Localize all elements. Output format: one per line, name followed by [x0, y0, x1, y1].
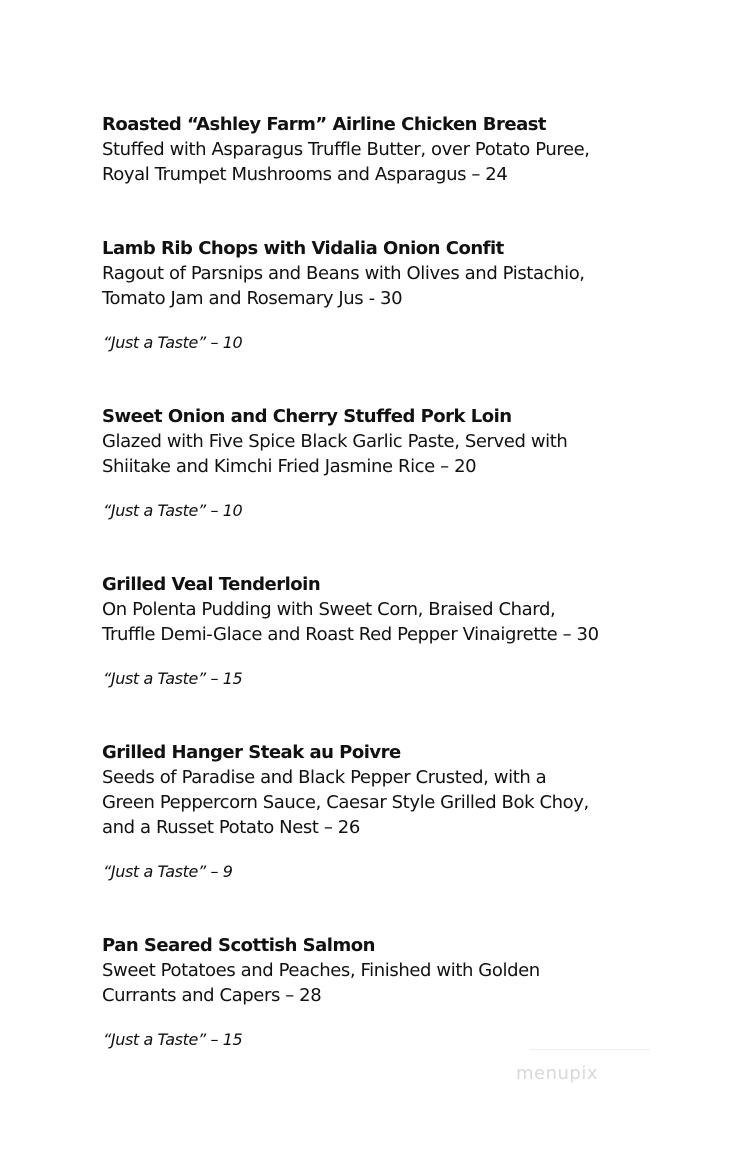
taste-price-veal: “Just a Taste” – 15 [103, 669, 243, 688]
menu-item-description: Stuffed with Asparagus Truffle Butter, over Potato Puree, Royal Trumpet Mushrooms and Asparagus – 24 [102, 139, 590, 185]
menu-item-hanger-steak [102, 740, 722, 840]
menu-item-pork [102, 404, 722, 479]
menupix-watermark: menupix [516, 1063, 599, 1084]
menu-item-description: Ragout of Parsnips and Beans with Olives and Pistachio, Tomato Jam and Rosemary Jus - 30 [102, 263, 585, 309]
menu-item-lamb [102, 236, 722, 311]
taste-price-pork: “Just a Taste” – 10 [103, 501, 243, 520]
menu-item-description: Glazed with Five Spice Black Garlic Paste, Served with Shiitake and Kimchi Fried Jasmine Rice – 20 [102, 431, 568, 477]
menu-item-title: Sweet Onion and Cherry Stuffed Pork Loin [102, 406, 512, 427]
taste-price-lamb: “Just a Taste” – 10 [103, 333, 243, 352]
menu-item-description: Sweet Potatoes and Peaches, Finished with Golden Currants and Capers – 28 [102, 960, 540, 1006]
menu-item-chicken [102, 112, 722, 187]
watermark-rule [530, 1049, 650, 1050]
menu-item-veal [102, 572, 722, 647]
menu-item-title: Grilled Veal Tenderloin [102, 574, 321, 595]
menu-item-title: Roasted “Ashley Farm” Airline Chicken Breast [102, 114, 547, 135]
menu-item-description: On Polenta Pudding with Sweet Corn, Braised Chard, Truffle Demi-Glace and Roast Red Pepper Vinaigrette – 30 [102, 599, 599, 645]
menu-item-title: Grilled Hanger Steak au Poivre [102, 742, 401, 763]
taste-price-hanger-steak: “Just a Taste” – 9 [103, 862, 233, 881]
menu-item-salmon [102, 933, 722, 1008]
menu-item-title: Pan Seared Scottish Salmon [102, 935, 375, 956]
menu-item-title: Lamb Rib Chops with Vidalia Onion Confit [102, 238, 504, 259]
taste-price-salmon: “Just a Taste” – 15 [103, 1030, 243, 1049]
menu-item-description: Seeds of Paradise and Black Pepper Crusted, with a Green Peppercorn Sauce, Caesar Style Grilled Bok Choy, and a Russet Potato Nest – 26 [102, 767, 589, 838]
